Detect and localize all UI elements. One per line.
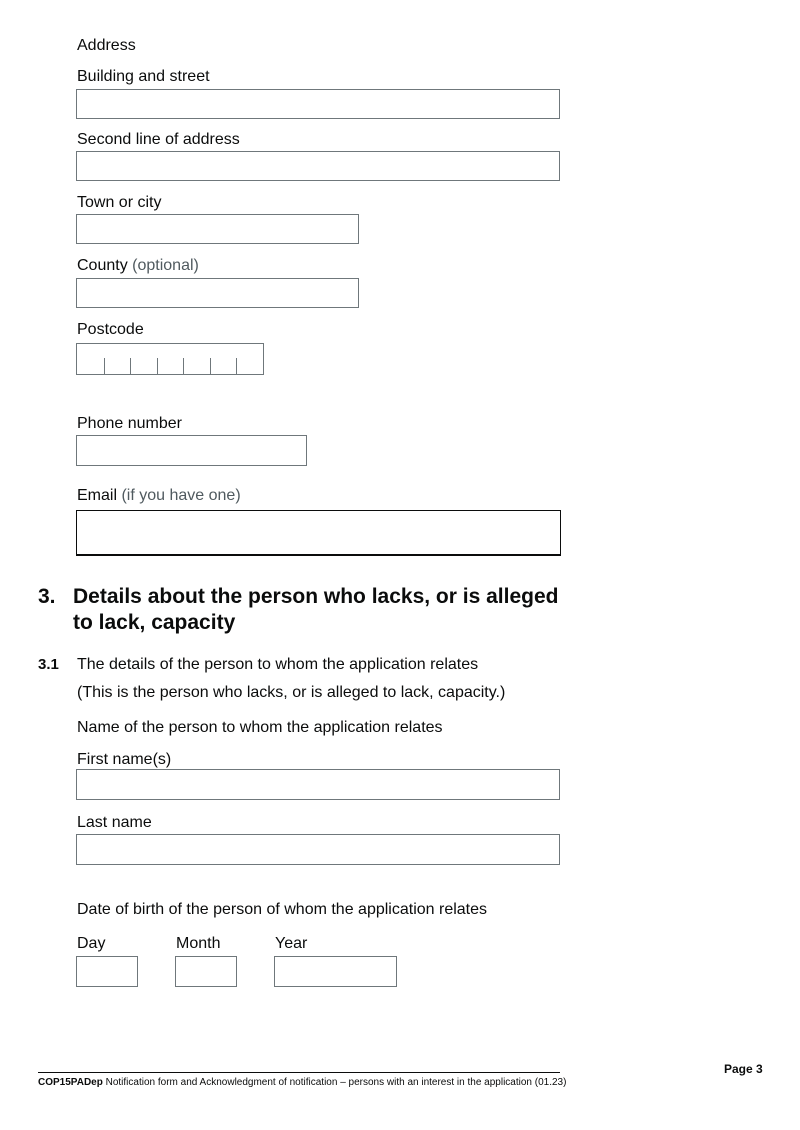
town-label: Town or city [77, 194, 162, 211]
address-heading: Address [77, 37, 136, 54]
postcode-cell[interactable] [157, 344, 184, 374]
section-3-title-line2: to lack, capacity [73, 611, 236, 634]
dob-heading: Date of birth of the person of whom the application relates [77, 901, 488, 918]
last-name-label: Last name [77, 814, 152, 831]
last-name-field[interactable] [76, 834, 560, 865]
dob-month-field[interactable] [175, 956, 237, 987]
building-street-label: Building and street [77, 68, 210, 85]
footer-rule [38, 1072, 560, 1073]
dob-year-field[interactable] [274, 956, 397, 987]
county-label-text: County [77, 257, 128, 274]
email-label-text: Email [77, 487, 118, 504]
county-optional-hint: (optional) [132, 257, 199, 274]
postcode-cell[interactable] [210, 344, 237, 374]
second-line-field[interactable] [76, 151, 560, 181]
footer-form-title: Notification form and Acknowledgment of notification – persons with an interest in the application (01.23) [102, 1077, 567, 1088]
first-name-field[interactable] [76, 769, 560, 800]
footer-text [38, 1077, 566, 1089]
county-field[interactable] [76, 278, 359, 308]
postcode-cell[interactable] [77, 344, 104, 374]
postcode-cell[interactable] [130, 344, 157, 374]
question-3-1-text: The details of the person to whom the application relates [77, 656, 479, 673]
first-name-label: First name(s) [77, 751, 172, 768]
email-field[interactable] [76, 510, 561, 556]
second-line-label: Second line of address [77, 131, 240, 148]
name-heading: Name of the person to whom the application relates [77, 719, 443, 736]
question-3-1-number: 3.1 [38, 656, 59, 673]
postcode-cell[interactable] [104, 344, 131, 374]
phone-label: Phone number [77, 415, 182, 432]
town-field[interactable] [76, 214, 359, 244]
section-3-number: 3. [38, 585, 56, 608]
postcode-cell[interactable] [236, 344, 263, 374]
question-3-1-note: (This is the person who lacks, or is alleged to lack, capacity.) [77, 684, 506, 701]
postcode-label: Postcode [77, 321, 144, 338]
phone-field[interactable] [76, 435, 307, 466]
email-label [77, 487, 241, 505]
footer-form-code: COP15PADep [38, 1077, 103, 1088]
county-label [77, 257, 199, 275]
building-street-field[interactable] [76, 89, 560, 119]
page-number: Page 3 [724, 1062, 763, 1076]
section-3-title-line1: Details about the person who lacks, or is alleged [73, 585, 559, 608]
dob-month-label: Month [176, 935, 221, 952]
email-hint: (if you have one) [121, 487, 241, 504]
dob-day-field[interactable] [76, 956, 138, 987]
dob-day-label: Day [77, 935, 106, 952]
dob-year-label: Year [275, 935, 308, 952]
postcode-cell[interactable] [183, 344, 210, 374]
postcode-field[interactable] [76, 343, 264, 375]
